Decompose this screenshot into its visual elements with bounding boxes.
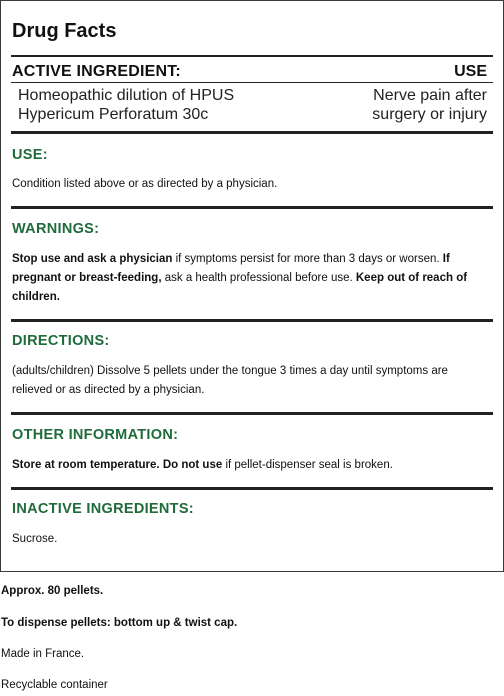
other-information-heading: OTHER INFORMATION: (12, 427, 179, 443)
warning-pregnant: If pregnant or breast-feeding, (12, 253, 450, 284)
directions-text: (adults/children) Dissolve 5 pellets under the tongue 3 times a day until symptoms are relieved or as directed by a physician. (12, 365, 448, 396)
ingredient-line-2: Hypericum Perforatum 30c (18, 106, 209, 123)
pellet-count: Approx. 80 pellets. (1, 585, 104, 597)
warnings-text: Stop use and ask a physician if symptoms persist for more than 3 days or worsen. If pregnant or breast-feeding, ask a health professional before use. Keep out of reach of children. (12, 253, 468, 303)
other-information-text: Store at room temperature. Do not use if pellet-dispenser seal is broken. (12, 459, 393, 471)
title-divider (11, 55, 493, 57)
use-text: Condition listed above or as directed by a physician. (12, 178, 278, 190)
dispense-instructions: To dispense pellets: bottom up & twist cap. (1, 617, 238, 629)
use-line-2: surgery or injury (372, 106, 487, 123)
use-heading: USE: (12, 147, 48, 163)
use-column-heading: USE (454, 63, 487, 80)
active-ingredient-heading: ACTIVE INGREDIENT: (12, 63, 181, 80)
inactive-ingredients-text: Sucrose. (12, 533, 58, 545)
section-divider (11, 487, 493, 490)
use-line-1: Nerve pain after (373, 87, 487, 104)
warning-children: Keep out of reach of children. (12, 272, 468, 303)
active-ingredient-divider (11, 82, 493, 83)
ingredient-line-1: Homeopathic dilution of HPUS (18, 87, 235, 104)
active-ingredient-use-text (307, 86, 487, 124)
recyclable-note: Recyclable container (1, 679, 108, 691)
warning-stop-use: Stop use and ask a physician (12, 253, 173, 265)
drug-facts-title: Drug Facts (12, 20, 117, 42)
warnings-heading: WARNINGS: (12, 221, 100, 237)
section-divider (11, 206, 493, 209)
country-of-origin: Made in France. (1, 648, 85, 660)
inactive-ingredients-heading: INACTIVE INGREDIENTS: (12, 501, 194, 517)
directions-heading: DIRECTIONS: (12, 333, 110, 349)
section-divider (11, 131, 493, 134)
section-divider (11, 412, 493, 415)
section-divider (11, 319, 493, 322)
active-ingredient-text (18, 86, 298, 124)
